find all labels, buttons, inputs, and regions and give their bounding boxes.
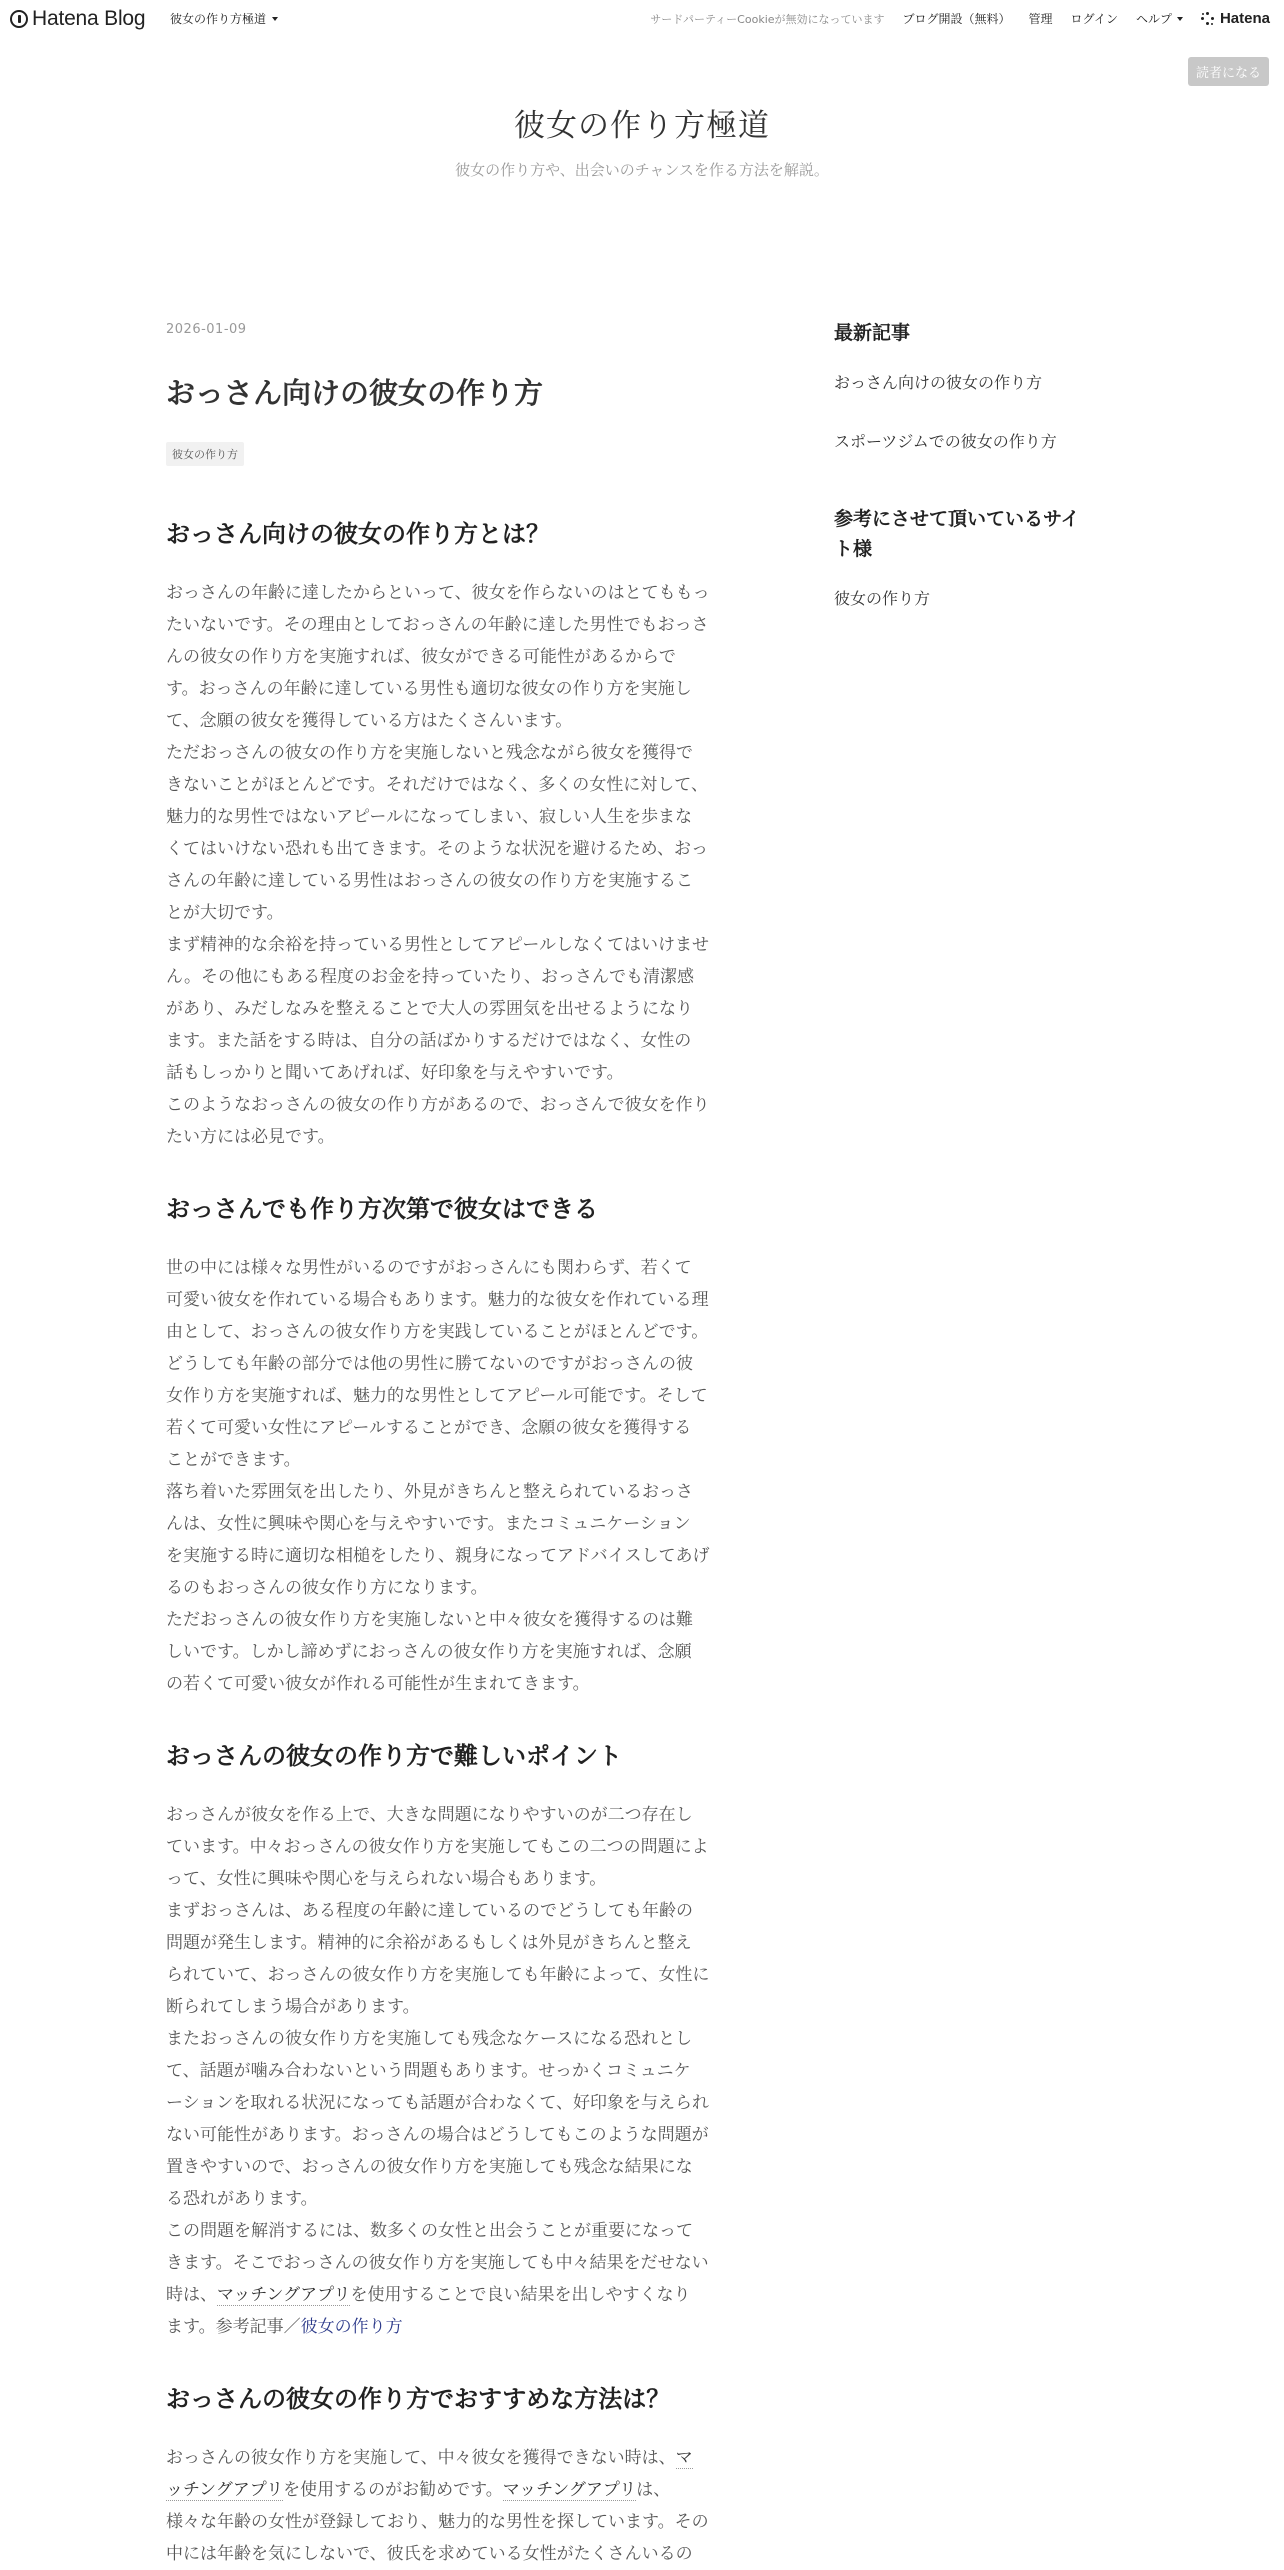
text-line: このようなおっさんの彼女の作り方があるので、おっさんで彼女を作り <box>166 1095 710 1115</box>
text-line: 落ち着いた雰囲気を出したり、外見がきちんと整えられているおっさ <box>166 1482 693 1502</box>
text-line: しいです。しかし諦めずにおっさんの彼女作り方を実施すれば、念願 <box>166 1642 692 1662</box>
text-line: 由として、おっさんの彼女作り方を実践していることがほとんどです。 <box>166 1322 709 1342</box>
text-line: んは、女性に興味や関心を与えやすいです。またコミュニケーション <box>166 1514 691 1534</box>
text-line <box>166 2311 756 2343</box>
text-line: 魅力的な男性ではないアピールになってしまい、寂しい人生を歩まな <box>166 807 692 827</box>
login-link[interactable]: ログイン <box>1070 12 1118 26</box>
sidebar <box>834 318 1114 609</box>
text-line: おっさんが彼女を作る上で、大きな問題になりやすいのが二つ存在し <box>166 1805 693 1825</box>
reference-site-link[interactable]: 彼女の作り方 <box>834 589 931 608</box>
blog-menu-label: 彼女の作り方極道 <box>170 12 267 26</box>
text-line <box>166 2442 756 2474</box>
text-line: 問題が発生します。精神的に余裕があるもしくは外見がきちんと整え <box>166 1933 692 1953</box>
text-line: 話もしっかりと聞いてあげれば、好印象を与えやすいです。 <box>166 1063 624 1083</box>
text-line: ます。また話をする時は、自分の話ばかりするだけではなく、女性の <box>166 1031 692 1051</box>
text-line: 中には年齢を気にしないで、彼氏を求めている女性がたくさんいるの <box>166 2544 693 2564</box>
blog-title[interactable]: 彼女の作り方極道 <box>514 108 770 144</box>
text-line: られていて、おっさんの彼女作り方を実施しても年齢によって、女性に <box>166 1965 710 1985</box>
text-line: 置きやすいので、おっさんの彼女作り方を実施しても残念な結果にな <box>166 2157 693 2177</box>
text-fragment: を使用するのがお勧めです。 <box>283 2480 503 2500</box>
section-heading: おっさんの彼女の作り方でおすすめな方法は？ <box>166 2385 671 2413</box>
blog-description: 彼女の作り方や、出会いのチャンスを作る方法を解説。 <box>455 161 829 179</box>
recent-entries-heading: 最新記事 <box>834 322 911 344</box>
text-fragment: 時は、 <box>166 2285 217 2305</box>
hatena-dots-icon <box>1201 12 1215 26</box>
text-fragment: は、 <box>636 2480 671 2500</box>
text-line: があり、みだしなみを整えることで大人の雰囲気を出せるようになり <box>166 999 693 1019</box>
text-line: ただおっさんの彼女の作り方を実施しないと残念ながら彼女を獲得で <box>166 743 693 763</box>
text-line: きないことがほとんどです。それだけではなく、多くの女性に対して、 <box>166 775 708 795</box>
text-line: ことができます。 <box>166 1450 301 1470</box>
global-nav <box>650 10 1270 27</box>
heading-line: ト様 <box>834 538 873 560</box>
text-line: 可愛い彼女を作れている場合もあります。魅力的な彼女を作れている理 <box>166 1290 709 1310</box>
text-line: きます。そこでおっさんの彼女作り方を実施しても中々結果をだせない <box>166 2253 709 2273</box>
global-header <box>0 0 1284 38</box>
section-body <box>166 1252 756 1700</box>
entry-title[interactable]: おっさん向けの彼女の作り方 <box>166 376 544 410</box>
reference-article-link[interactable]: 彼女の作り方 <box>300 2317 403 2337</box>
text-line: さんの年齢に達している男性はおっさんの彼女の作り方を実施するこ <box>166 871 693 891</box>
subscribe-button[interactable]: 読者になる <box>1188 57 1269 86</box>
entry-date[interactable]: 2026-01-09 <box>166 322 247 337</box>
hatena-logo-icon <box>10 10 28 28</box>
text-line: ん。その他にもある程度のお金を持っていたり、おっさんでも清潔感 <box>166 967 695 987</box>
blog-menu[interactable] <box>170 10 278 27</box>
logo-text: Hatena Blog <box>32 7 146 30</box>
text-line: るのもおっさんの彼女作り方になります。 <box>166 1578 488 1598</box>
reference-sites-heading <box>834 504 1114 564</box>
text-line: 若くて可愛い女性にアピールすることができ、念願の彼女を獲得する <box>166 1418 692 1438</box>
article <box>166 322 756 2570</box>
text-line: どうしても年齢の部分では他の男性に勝てないのですがおっさんの彼 <box>166 1354 693 1374</box>
text-fragment: を使用することで良い結果を出しやすくなり <box>350 2285 691 2305</box>
text-line: 断られてしまう場合があります。 <box>166 1997 420 2017</box>
text-line: たいないです。その理由としておっさんの年齢に達した男性でもおっさ <box>166 615 709 635</box>
recent-entry-link[interactable]: スポーツジムでの彼女の作り方 <box>834 432 1057 451</box>
help-label: ヘルプ <box>1135 12 1172 26</box>
chevron-down-icon <box>272 17 278 21</box>
text-line: おっさんの年齢に達したからといって、彼女を作らないのはとてももっ <box>166 583 710 603</box>
text-line: 女作り方を実施すれば、魅力的な男性としてアピール可能です。そして <box>166 1386 708 1406</box>
text-line: 世の中には様々な男性がいるのですがおっさんにも関わらず、若くて <box>166 1258 692 1278</box>
recent-entry-link[interactable]: おっさん向けの彼女の作り方 <box>834 373 1043 392</box>
admin-link[interactable]: 管理 <box>1028 12 1053 26</box>
heading-line: 参考にさせて頂いているサイ <box>834 508 1080 530</box>
text-line: を実施する時に適切な相槌をしたり、親身になってアドバイスしてあげ <box>166 1546 710 1566</box>
text-line: す。おっさんの年齢に達している男性も適切な彼女の作り方を実施し <box>166 679 692 699</box>
section-heading: おっさん向けの彼女の作り方とは？ <box>166 520 550 548</box>
text-line: くてはいけない恐れも出てきます。そのような状況を避けるため、おっ <box>166 839 708 859</box>
text-line: まずおっさんは、ある程度の年齢に達しているのでどうしても年齢の <box>166 1901 693 1921</box>
chevron-down-icon <box>1177 17 1183 21</box>
text-line: 様々な年齢の女性が登録しており、魅力的な男性を探しています。その <box>166 2512 709 2532</box>
text-line: またおっさんの彼女作り方を実施しても残念なケースになる恐れとし <box>166 2029 693 2049</box>
text-line: とが大切です。 <box>166 903 284 923</box>
text-line: ーションを取れる状況になっても話題が合わなくて、好印象を与えられ <box>166 2093 709 2113</box>
matching-app-link[interactable]: マ <box>675 2448 693 2468</box>
text-line: この問題を解消するには、数多くの女性と出会うことが重要になって <box>166 2221 693 2241</box>
help-menu[interactable] <box>1136 10 1183 27</box>
hatena-blog-logo[interactable] <box>10 7 145 31</box>
category-tag[interactable]: 彼女の作り方 <box>166 442 244 466</box>
text-line: って、女性に興味や関心を与えられない場合もあります。 <box>166 1869 607 1889</box>
matching-app-link[interactable]: マッチングアプリ <box>217 2285 351 2305</box>
section-body <box>166 2442 756 2570</box>
text-line: たい方には必見です。 <box>166 1127 335 1147</box>
section-body <box>166 1799 756 2343</box>
hatena-label: Hatena <box>1219 10 1270 27</box>
text-line: ています。中々おっさんの彼女作り方を実施してもこの二つの問題によ <box>166 1837 709 1857</box>
text-line <box>166 2474 756 2506</box>
section-heading: おっさんの彼女の作り方で難しいポイント <box>166 1742 622 1770</box>
text-line: て、話題が噛み合わないという問題もあります。せっかくコミュニケ <box>166 2061 691 2081</box>
cookie-notice: サードパーティーCookieが無効になっています <box>650 12 885 26</box>
text-line: ない可能性があります。おっさんの場合はどうしてもこのような問題が <box>166 2125 709 2145</box>
blog-header <box>0 100 1284 180</box>
text-line: る恐れがあります。 <box>166 2189 318 2209</box>
section-heading: おっさんでも作り方次第で彼女はできる <box>166 1195 598 1223</box>
matching-app-link[interactable]: ッチングアプリ <box>166 2480 284 2500</box>
text-line <box>166 2279 756 2311</box>
open-blog-link[interactable]: ブログ開設（無料） <box>902 12 1011 26</box>
section-body <box>166 577 756 1153</box>
text-line: て、念願の彼女を獲得している方はたくさんいます。 <box>166 711 573 731</box>
matching-app-link[interactable]: マッチングアプリ <box>502 2480 637 2500</box>
text-fragment: おっさんの彼女作り方を実施して、中々彼女を獲得できない時は、 <box>166 2448 676 2468</box>
text-fragment: ます。参考記事／ <box>166 2317 301 2337</box>
text-line: の若くて可愛い彼女が作れる可能性が生まれてきます。 <box>166 1674 590 1694</box>
text-line: んの彼女の作り方を実施すれば、彼女ができる可能性があるからで <box>166 647 676 667</box>
text-line: まず精神的な余裕を持っている男性としてアピールしなくてはいけませ <box>166 935 709 955</box>
text-line: ただおっさんの彼女作り方を実施しないと中々彼女を獲得するのは難 <box>166 1610 693 1630</box>
hatena-menu[interactable] <box>1201 10 1270 27</box>
